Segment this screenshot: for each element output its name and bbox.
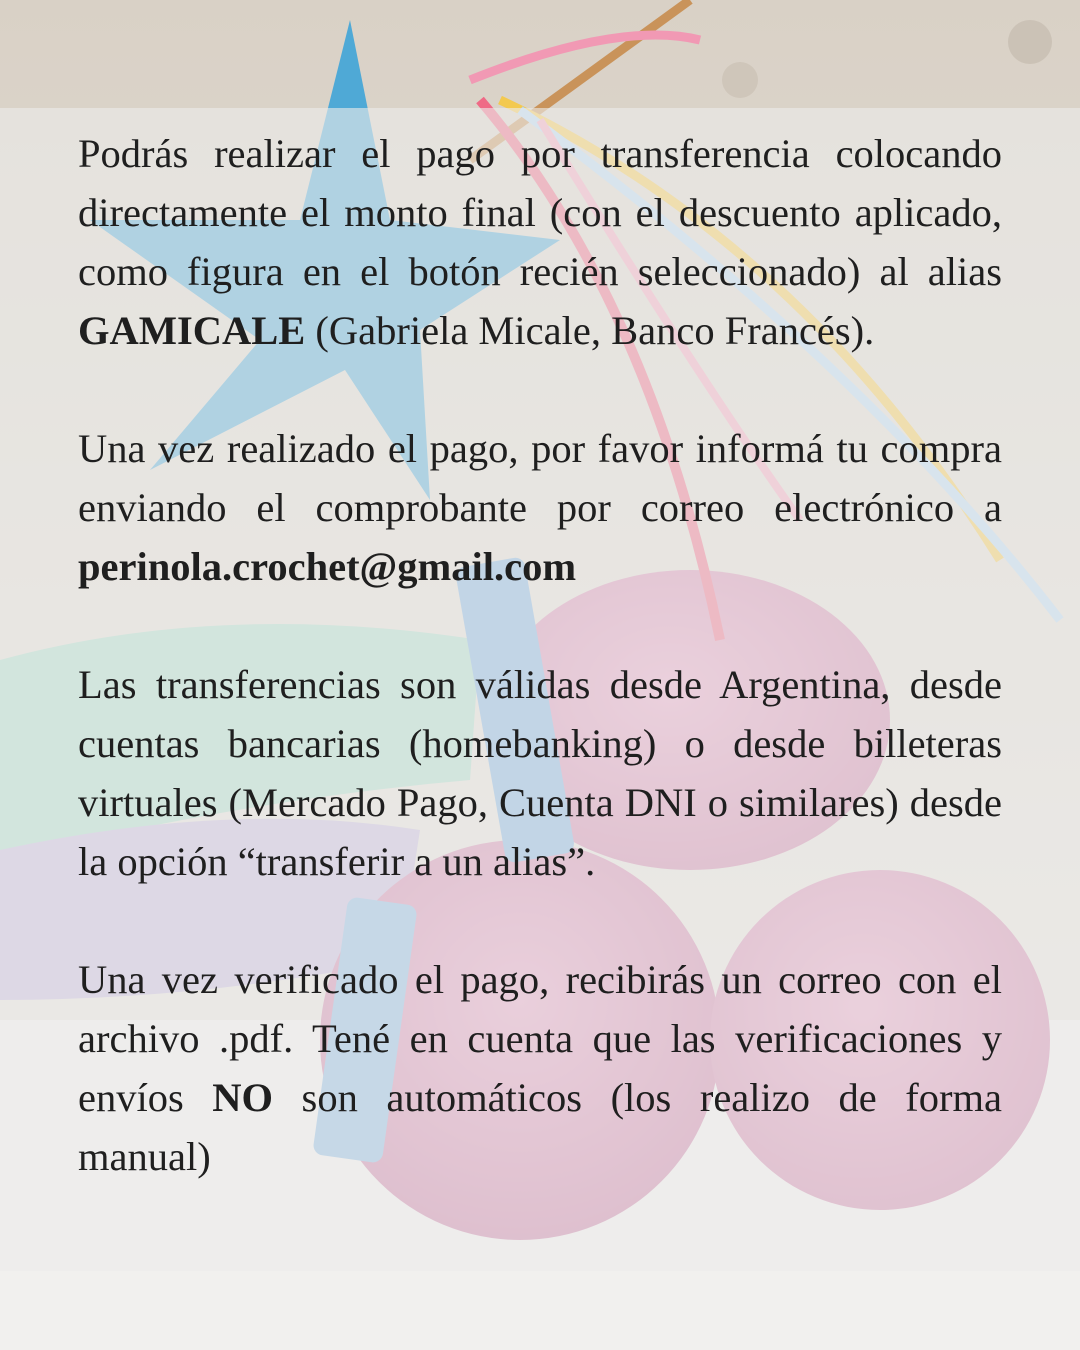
headboard-button xyxy=(722,62,758,98)
text-segment: (Gabriela Micale, Banco Francés). xyxy=(305,308,875,353)
paragraph-transfer-alias xyxy=(78,124,1002,360)
contact-email: perinola.crochet@gmail.com xyxy=(78,544,577,589)
text-segment: son automáticos (los realizo de forma manual) xyxy=(78,1075,1002,1179)
payment-instructions xyxy=(78,124,1002,1186)
text-segment: Una vez realizado el pago, por favor informá tu compra enviando el comprobante por correo electrónico a xyxy=(78,426,1002,530)
paragraph-transfer-sources xyxy=(78,655,1002,891)
paragraph-verification xyxy=(78,950,1002,1186)
text-segment: Las transferencias son válidas desde Argentina, desde cuentas bancarias (homebanking) o desde billeteras virtuales (Mercado Pago, Cuenta DNI o similares) desde la opción “transferir a un alias”. xyxy=(78,662,1002,884)
text-segment: Una vez verificado el pago, recibirás un correo con el archivo .pdf. Tené en cuenta que las verificaciones y envíos xyxy=(78,957,1002,1120)
headboard-button xyxy=(1008,20,1052,64)
alias-name: GAMICALE xyxy=(78,308,306,353)
emphasis-no: NO xyxy=(212,1075,274,1120)
paragraph-send-receipt xyxy=(78,419,1002,596)
text-segment: Podrás realizar el pago por transferencia colocando directamente el monto final (con el descuento aplicado, como figura en el botón recién seleccionado) al alias xyxy=(78,131,1002,294)
